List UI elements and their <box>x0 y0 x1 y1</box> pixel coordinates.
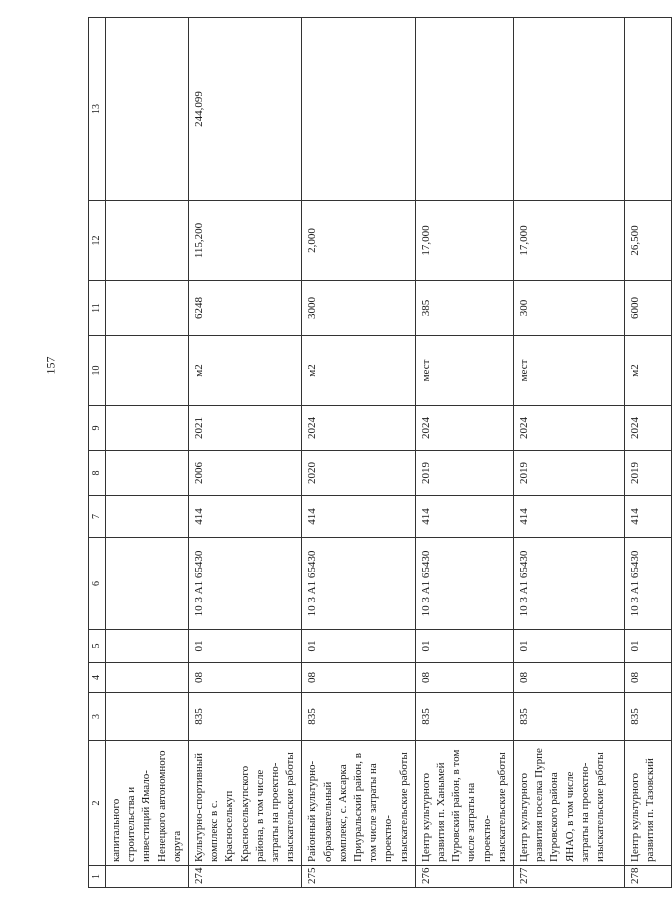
object-name-line: Районный культурно- <box>306 760 319 862</box>
empty-cell <box>106 496 189 538</box>
end-year-cell: 2024 <box>302 406 415 451</box>
budget-code-cell: 835 <box>625 693 672 741</box>
header-cell: 2 <box>89 741 106 866</box>
header-cell: 7 <box>89 496 106 538</box>
subsection-cell: 01 <box>189 630 302 663</box>
unit-cell: м2 <box>302 336 415 406</box>
object-name-line: Ненецкого автономного <box>155 750 168 862</box>
object-name-line: образовательный <box>321 781 334 862</box>
expense-type-cell: 414 <box>189 496 302 538</box>
object-name-line: развития поселка Пурпе <box>533 748 546 862</box>
table-row <box>189 18 302 888</box>
header-row <box>89 18 106 888</box>
amount-next-cell: 244,099 <box>189 18 302 201</box>
object-name-cell <box>415 741 513 866</box>
header-cell: 10 <box>89 336 106 406</box>
amount-cell: 26,500 <box>625 201 672 281</box>
empty-cell <box>106 406 189 451</box>
capacity-cell: 385 <box>415 281 513 336</box>
amount-next-cell <box>514 18 625 201</box>
object-name-line: капитального <box>110 798 122 862</box>
table-row <box>415 18 513 888</box>
rotated-table-container <box>88 18 660 888</box>
header-cell: 8 <box>89 451 106 496</box>
object-name-line: проектно- <box>382 815 395 862</box>
table-row <box>302 18 415 888</box>
target-article-cell: 10 3 А1 65430 <box>514 538 625 630</box>
row-number-cell: 277 <box>514 866 625 888</box>
subsection-cell: 01 <box>302 630 415 663</box>
object-name-line: Центр культурного <box>518 773 531 862</box>
empty-cell <box>106 693 189 741</box>
row-number-cell: 278 <box>625 866 672 888</box>
end-year-cell: 2024 <box>625 406 672 451</box>
object-name-line: развития п. Ханымей <box>435 762 448 862</box>
empty-cell <box>106 201 189 281</box>
object-name-line: строительства и <box>125 786 138 862</box>
expense-type-cell: 414 <box>514 496 625 538</box>
object-name-line: комплекс в с. <box>208 800 221 862</box>
row-number-cell <box>106 866 189 888</box>
table-row <box>514 18 625 888</box>
header-cell: 5 <box>89 630 106 663</box>
object-name-line: Пуровский район, в том <box>450 749 463 862</box>
empty-cell <box>106 663 189 693</box>
object-name-line: затраты на проектно- <box>578 762 591 862</box>
budget-code-cell: 835 <box>514 693 625 741</box>
capacity-cell: 6248 <box>189 281 302 336</box>
object-name-line: района, в том числе <box>253 769 266 862</box>
expense-type-cell: 414 <box>415 496 513 538</box>
object-name-cell <box>106 741 189 866</box>
object-name-cell <box>625 741 672 866</box>
start-year-cell: 2019 <box>514 451 625 496</box>
object-name-line: изыскательские работы <box>397 752 410 862</box>
unit-cell: мест <box>415 336 513 406</box>
start-year-cell: 2019 <box>415 451 513 496</box>
object-name-line: ЯНАО, в том числе <box>563 771 576 862</box>
object-name-cell <box>514 741 625 866</box>
object-name-cell <box>302 741 415 866</box>
unit-cell: м2 <box>625 336 672 406</box>
object-name-line: Культурно-спортивный <box>193 752 206 862</box>
expense-type-cell: 414 <box>625 496 672 538</box>
row-number-cell: 274 <box>189 866 302 888</box>
budget-code-cell: 835 <box>189 693 302 741</box>
target-article-cell: 10 3 А1 65430 <box>415 538 513 630</box>
object-name-line: изыскательские работы <box>495 752 508 862</box>
object-name-line: инвестиций Ямало- <box>140 770 153 862</box>
object-name-line: Пуровского района <box>548 772 561 862</box>
capacity-cell: 300 <box>514 281 625 336</box>
start-year-cell: 2020 <box>302 451 415 496</box>
object-name-line: проектно- <box>480 815 493 862</box>
header-cell: 6 <box>89 538 106 630</box>
object-name-line: развития п. Тазовский <box>644 758 657 862</box>
object-name-line: комплекс, с. Аксарка <box>336 764 349 862</box>
budget-code-cell: 835 <box>415 693 513 741</box>
section-cell: 08 <box>625 663 672 693</box>
start-year-cell: 2006 <box>189 451 302 496</box>
section-cell: 08 <box>302 663 415 693</box>
empty-cell <box>106 18 189 201</box>
empty-cell <box>106 336 189 406</box>
empty-cell <box>106 630 189 663</box>
page-number: 157 <box>43 356 58 375</box>
object-name-line: округа <box>170 830 183 862</box>
target-article-cell: 10 3 А1 65430 <box>189 538 302 630</box>
amount-next-cell <box>625 18 672 201</box>
end-year-cell: 2021 <box>189 406 302 451</box>
object-name-line: том числе затраты на <box>367 763 380 862</box>
object-name-cell <box>189 741 302 866</box>
amount-cell: 17,000 <box>415 201 513 281</box>
unit-cell: м2 <box>189 336 302 406</box>
expense-type-cell: 414 <box>302 496 415 538</box>
subsection-cell: 01 <box>625 630 672 663</box>
object-name-line: Центр культурного <box>419 773 432 862</box>
section-cell: 08 <box>415 663 513 693</box>
amount-cell: 2,000 <box>302 201 415 281</box>
header-cell: 3 <box>89 693 106 741</box>
capacity-cell: 6000 <box>625 281 672 336</box>
subsection-cell: 01 <box>415 630 513 663</box>
end-year-cell: 2024 <box>415 406 513 451</box>
object-name-line: Красноселькуп <box>223 790 236 862</box>
budget-code-cell: 835 <box>302 693 415 741</box>
header-cell: 4 <box>89 663 106 693</box>
target-article-cell: 10 3 А1 65430 <box>302 538 415 630</box>
object-name-line: изыскательские работы <box>594 752 607 862</box>
continuation-row <box>106 18 189 888</box>
table-row <box>625 18 672 888</box>
section-cell: 08 <box>514 663 625 693</box>
empty-cell <box>106 451 189 496</box>
section-cell: 08 <box>189 663 302 693</box>
row-number-cell: 276 <box>415 866 513 888</box>
amount-next-cell <box>302 18 415 201</box>
amount-cell: 17,000 <box>514 201 625 281</box>
object-name-line: Центр культурного <box>629 773 642 862</box>
object-name-line: изыскательские работы <box>284 752 297 862</box>
object-name-line: Приуральский район, в <box>352 753 365 862</box>
header-cell: 13 <box>89 18 106 201</box>
amount-cell: 115,200 <box>189 201 302 281</box>
object-name-line: затраты на проектно- <box>269 762 282 862</box>
unit-cell: мест <box>514 336 625 406</box>
subsection-cell: 01 <box>514 630 625 663</box>
object-name-line: Красноселькупского <box>238 765 251 862</box>
header-cell: 11 <box>89 281 106 336</box>
end-year-cell: 2024 <box>514 406 625 451</box>
row-number-cell: 275 <box>302 866 415 888</box>
object-name-line: числе затраты на <box>465 782 478 862</box>
capacity-cell: 3000 <box>302 281 415 336</box>
empty-cell <box>106 538 189 630</box>
header-cell: 1 <box>89 866 106 888</box>
target-article-cell: 10 3 А1 65430 <box>625 538 672 630</box>
header-cell: 9 <box>89 406 106 451</box>
amount-next-cell <box>415 18 513 201</box>
header-cell: 12 <box>89 201 106 281</box>
empty-cell <box>106 281 189 336</box>
budget-table <box>88 17 672 888</box>
start-year-cell: 2019 <box>625 451 672 496</box>
